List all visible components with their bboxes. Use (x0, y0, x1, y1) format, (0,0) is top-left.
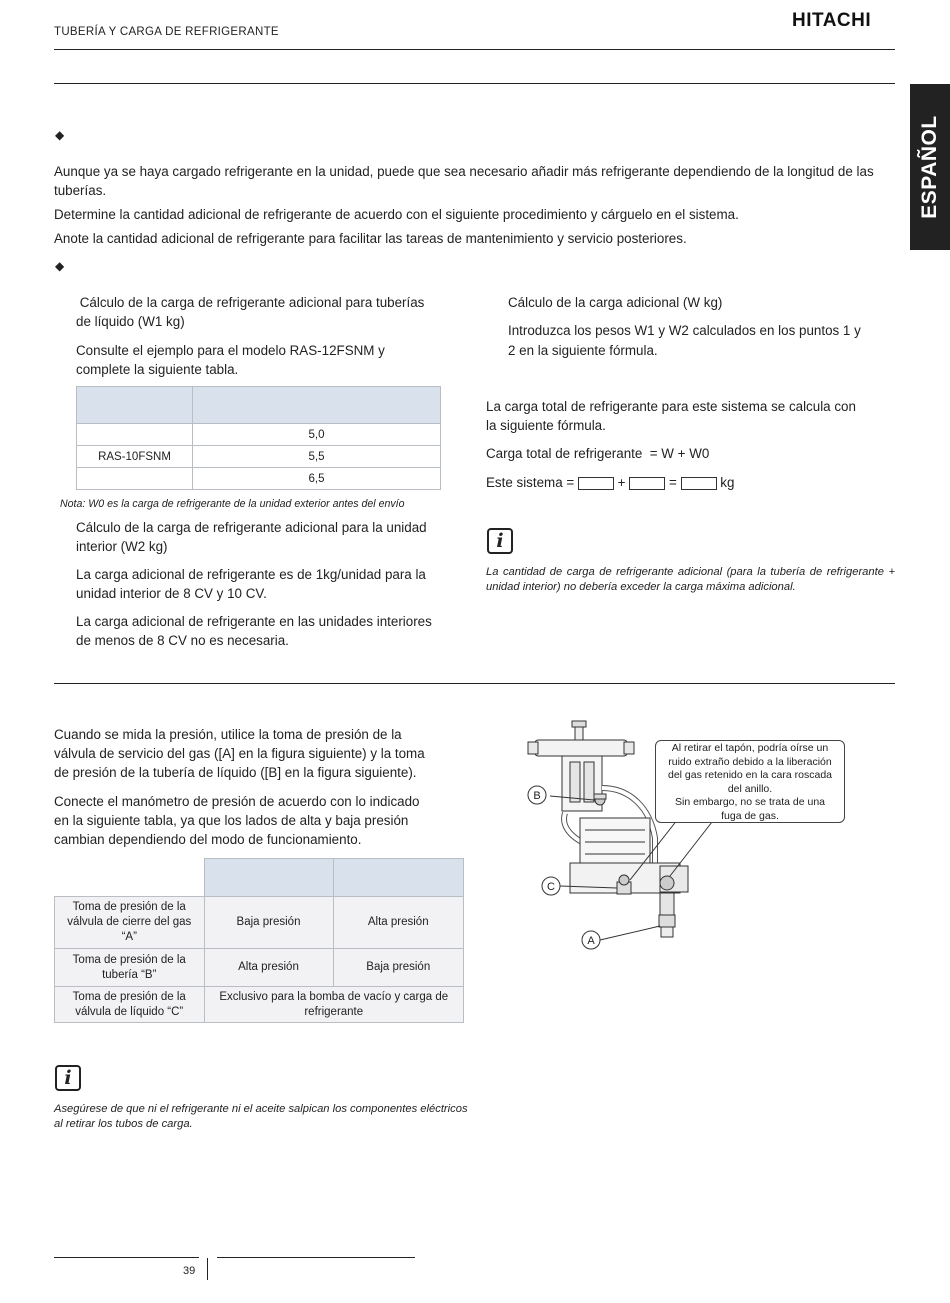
table-row (55, 987, 464, 1023)
pressure-p2-line2: en la siguiente tabla, ya que los lados de alta y baja presión (54, 813, 409, 828)
total-line1: La carga total de refrigerante para este sistema se calcula con (486, 399, 856, 414)
equals-sign: = (668, 475, 677, 490)
input-box-2 (629, 477, 665, 490)
liquid-charge-table (76, 386, 441, 490)
step1-title-line1: Cálculo de la carga de refrigerante adicional para tuberías (76, 295, 425, 310)
intro-paragraph-1: Aunque ya se haya cargado refrigerante en la unidad, puede que sea necesario añadir más refrigerante dependiendo de la longitud de las tuberías. (54, 164, 874, 198)
total-line2: la siguiente fórmula. (486, 418, 606, 433)
callout-line: del gas retenido en la cara roscada (667, 769, 833, 781)
plus-sign: + (617, 475, 626, 490)
table-header-cell (193, 387, 441, 424)
pressure-note-text: Asegúrese de que ni el refrigerante ni el aceite salpican los componentes eléctricos al retirar los tubos de carga. (54, 1103, 468, 1130)
right-note-text: La cantidad de carga de refrigerante adicional (para la tubería de refrigerante + unidad interior) no debería exceder la carga máxima adicional. (486, 566, 895, 593)
system-formula (486, 473, 734, 492)
cell-value: Alta presión (333, 897, 464, 949)
callout-line: Sin embargo, no se trata de una (674, 796, 825, 808)
footer-rule-right (217, 1257, 415, 1258)
page-number: 39 (183, 1265, 196, 1277)
callout-box (655, 740, 845, 823)
step2-title-line2: interior (W2 kg) (76, 539, 168, 554)
value-cell: 6,5 (193, 468, 441, 490)
pressure-table (54, 858, 464, 1023)
pressure-p2-line1: Conecte el manómetro de presión de acuerdo con lo indicado (54, 794, 420, 809)
table-corner-cell (55, 859, 205, 897)
info-icon: i (487, 528, 513, 554)
add1-line2: unidad interior de 8 CV y 10 CV. (76, 586, 267, 601)
pressure-p2-line3: cambian dependiendo del modo de funcionamiento. (54, 832, 362, 847)
table-row (77, 446, 441, 468)
table-row (77, 468, 441, 490)
model-cell (77, 468, 193, 490)
input-box-3 (681, 477, 717, 490)
bullet-diamond-1: ◆ (55, 128, 65, 142)
section-title: TUBERÍA Y CARGA DE REFRIGERANTE (54, 26, 279, 38)
table-row (55, 897, 464, 949)
language-tab (910, 84, 950, 250)
cell-value: Alta presión (204, 949, 333, 987)
callout-line: fuga de gas. (721, 809, 779, 822)
table-note: Nota: W0 es la carga de refrigerante de la unidad exterior antes del envío (60, 498, 405, 510)
input-box-1 (578, 477, 614, 490)
label-b: B (533, 790, 541, 802)
consult-line1: Consulte el ejemplo para el modelo RAS-12FSNM y (76, 343, 385, 358)
table-row (55, 949, 464, 987)
cell-value: Baja presión (204, 897, 333, 949)
footer-divider (207, 1258, 208, 1280)
callout-line: Al retirar el tapón, podría oírse un (671, 742, 829, 754)
table-header-cell (333, 859, 464, 897)
table-row (77, 424, 441, 446)
system-label: Este sistema = (486, 475, 575, 490)
footer-rule-left (54, 1257, 199, 1258)
language-tab-label: ESPAÑOL (918, 115, 941, 219)
info-icon: i (55, 1065, 81, 1091)
unit-label: kg (720, 475, 735, 490)
label-a: A (587, 935, 595, 947)
pressure-p1-line2: válvula de servicio del gas ([A] en la figura siguiente) y la toma (54, 746, 425, 761)
model-cell (77, 424, 193, 446)
section-rule (54, 83, 895, 84)
add2-line1: La carga adicional de refrigerante en las unidades interiores (76, 614, 432, 629)
calc-title: Cálculo de la carga adicional (W kg) (508, 295, 723, 310)
callout-line: ruido extraño debido a la liberación (668, 755, 832, 768)
header-rule (54, 49, 895, 50)
table-header-cell (77, 387, 193, 424)
callout-line: del anillo. (727, 782, 773, 795)
add2-line2: de menos de 8 CV no es necesaria. (76, 633, 289, 648)
cell-value: Baja presión (333, 949, 464, 987)
row-label: Toma de presión de la tubería “B” (55, 949, 205, 987)
value-cell: 5,0 (193, 424, 441, 446)
consult-line2: complete la siguiente tabla. (76, 362, 239, 377)
cell-value-merged: Exclusivo para la bomba de vacío y carga de refrigerante (204, 987, 464, 1023)
bullet-diamond-2: ◆ (55, 259, 65, 273)
pressure-p1-line3: de presión de la tubería de líquido ([B] en la figura siguiente). (54, 765, 417, 780)
pressure-p1-line1: Cuando se mida la presión, utilice la toma de presión de la (54, 727, 402, 742)
calc-intro-line1: Introduzca los pesos W1 y W2 calculados en los puntos 1 y (508, 323, 861, 338)
intro-paragraph-3: Anote la cantidad adicional de refrigerante para facilitar las tareas de mantenimiento y servicio posteriores. (54, 231, 687, 246)
step1-title-line2: de líquido (W1 kg) (76, 314, 185, 329)
calc-intro-line2: 2 en la siguiente fórmula. (508, 343, 658, 358)
table-header-cell (204, 859, 333, 897)
row-label: Toma de presión de la válvula de líquido “C” (55, 987, 205, 1023)
step2-title-line1: Cálculo de la carga de refrigerante adicional para la unidad (76, 520, 427, 535)
row-label: Toma de presión de la válvula de cierre del gas “A” (55, 897, 205, 949)
value-cell: 5,5 (193, 446, 441, 468)
model-cell: RAS-10FSNM (77, 446, 193, 468)
intro-paragraph-2: Determine la cantidad adicional de refrigerante de acuerdo con el siguiente procedimiento y cárguelo en el sistema. (54, 207, 739, 222)
brand-logo: HITACHI (792, 10, 872, 31)
total-formula: Carga total de refrigerante = W + W0 (486, 446, 710, 461)
add1-line1: La carga adicional de refrigerante es de 1kg/unidad para la (76, 567, 426, 582)
section-rule-2 (54, 683, 895, 684)
label-c: C (547, 881, 555, 893)
